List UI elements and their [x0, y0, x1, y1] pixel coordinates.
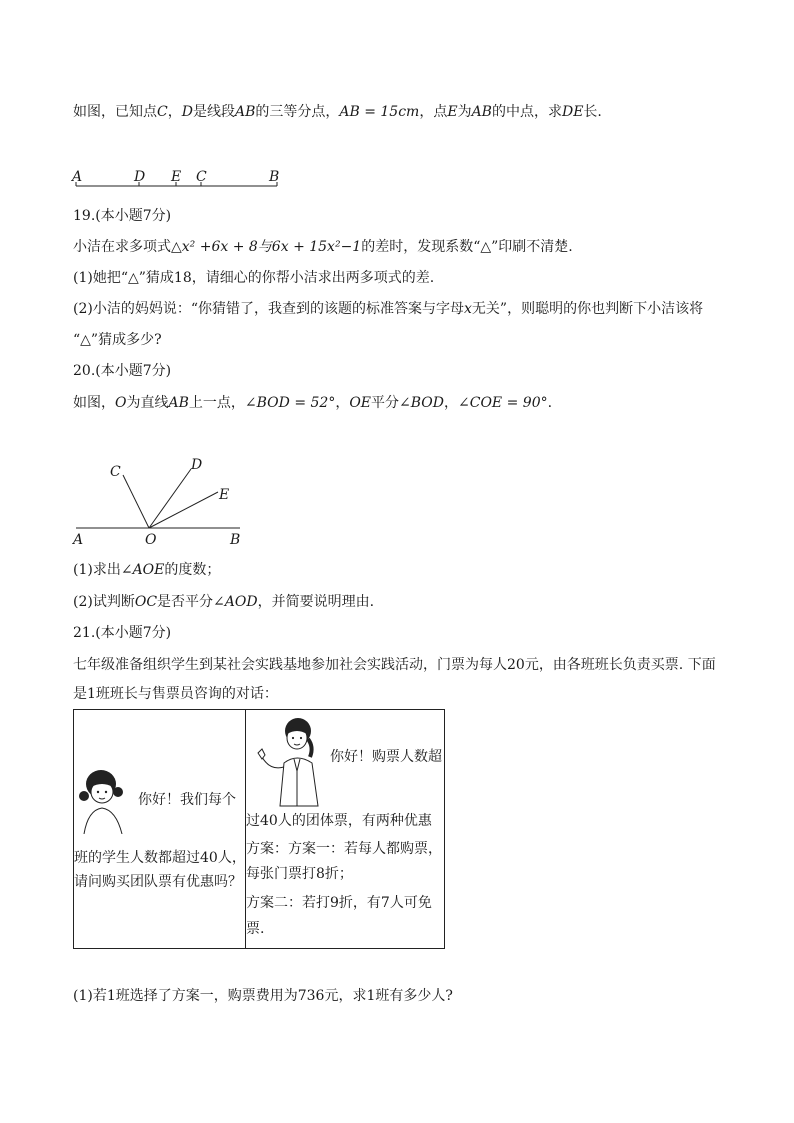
segment-de: DE [561, 104, 584, 120]
seller-jacket [280, 758, 318, 806]
q18-text: 是线段 [192, 104, 235, 120]
q19-part2-cont: “△”猜成多少? [73, 332, 162, 348]
ticket-seller-illustration [250, 713, 330, 808]
q20-part1 [73, 560, 220, 580]
q20-text: 的度数； [164, 562, 221, 578]
point-c: C [157, 104, 168, 120]
point-d: D [181, 104, 193, 120]
girl-eye [105, 791, 107, 793]
label-d: D [191, 457, 203, 473]
ray-oe: OE [349, 395, 372, 411]
point-o: O [115, 395, 127, 411]
q20-text: 平分 [371, 395, 400, 411]
q19-statement [73, 237, 573, 257]
q18-text: 长. [583, 104, 602, 120]
angle-aod: ∠AOD [213, 594, 258, 610]
girl-body [84, 808, 122, 834]
label-c: C [110, 464, 121, 480]
ray-oe-stroke [149, 492, 218, 528]
q18-text: 为 [457, 104, 472, 120]
girl-ponytail-left [79, 791, 89, 801]
q20-text: (1)求出 [73, 562, 121, 578]
q19-text: 无关”，则聪明的你也判断下小洁该将 [471, 301, 704, 317]
seller-speech-6: 票. [246, 921, 265, 937]
q19-part2 [73, 299, 703, 319]
q19-text: 小洁在求多项式△ [73, 239, 182, 255]
line-ab: AB [168, 395, 189, 411]
angle-bod: ∠BOD = 52° [244, 395, 336, 411]
q20-header: 20.(本小题7分) [73, 363, 172, 379]
angle-figure [70, 455, 250, 550]
q20-text: (2)试判断 [73, 594, 135, 610]
q19-text: (2)小洁的妈妈说：“你猜错了，我查到的该题的标准答案与字母 [73, 301, 464, 317]
angle-coe: ∠COE = 90° [458, 395, 548, 411]
q20-text: ， [335, 395, 350, 411]
q19-text: 的差时，发现系数“△”印刷不清楚. [361, 239, 573, 255]
ray-oc-stroke [123, 475, 149, 528]
segment-figure [70, 165, 290, 195]
q18-text: 的中点，求 [491, 104, 562, 120]
q19-polynomial: x² +6x + 8与6x + 15x²−1 [181, 239, 362, 255]
angle-aoe: ∠AOE [120, 562, 165, 578]
label-o: O [145, 532, 157, 548]
q19-header: 19.(本小题7分) [73, 208, 172, 224]
dialogue-box [73, 709, 445, 949]
q20-text: 如图， [73, 395, 115, 411]
q18-text: 如图，已知点 [73, 104, 157, 120]
q20-part2 [73, 592, 374, 612]
student-girl-illustration [76, 762, 134, 834]
segment-ab: AB [471, 104, 492, 120]
student-speech-1: 你好！我们每个 [138, 792, 236, 808]
q21-line2: 是1班班长与售票员咨询的对话： [73, 686, 278, 702]
q20-text: 上一点， [188, 395, 245, 411]
girl-eye [97, 791, 99, 793]
q18-text: 的三等分点， [255, 104, 340, 120]
label-b: B [269, 169, 280, 185]
seller-speech-1: 你好！购票人数超 [330, 749, 442, 765]
seller-speech-3: 方案：方案一：若每人都购票， [246, 841, 442, 857]
label-e: E [171, 169, 182, 185]
label-a: A [73, 532, 84, 548]
q20-text: 为直线 [126, 395, 169, 411]
q20-text: ，并简要说明理由. [257, 594, 375, 610]
label-c: C [196, 169, 207, 185]
q20-text: 是否平分 [157, 594, 214, 610]
girl-ponytail-right [113, 787, 123, 797]
seller-speech-5: 方案二：若打9折，有7人可免 [246, 895, 432, 911]
label-e: E [219, 487, 230, 503]
q18-statement [73, 102, 602, 122]
seller-hand [258, 749, 265, 759]
seller-eye [292, 737, 294, 739]
student-speech-3: 请问购买团队票有优惠吗？ [74, 874, 242, 890]
label-a: A [72, 169, 83, 185]
q21-header: 21.(本小题7分) [73, 625, 172, 641]
ray-od-stroke [149, 469, 191, 528]
q21-part1: (1)若1班选择了方案一，购票费用为736元，求1班有多少人? [73, 988, 453, 1004]
q19-part1: (1)她把“△”猜成18，请细心的你帮小洁求出两多项式的差. [73, 270, 435, 286]
ab-length: AB = 15cm [339, 104, 420, 120]
label-d: D [134, 169, 146, 185]
q18-sep: ， [167, 104, 182, 120]
seller-arm [262, 757, 284, 768]
angle-bod: ∠BOD [399, 395, 445, 411]
q21-line1: 七年级准备组织学生到某社会实践基地参加社会实践活动，门票为每人20元，由各班班长负责买票. 下面 [73, 657, 716, 673]
seller-speech-4: 每张门票打8折； [246, 866, 353, 882]
segment-ab: AB [234, 104, 256, 120]
point-e: E [447, 104, 458, 120]
q18-text: ，点 [419, 104, 448, 120]
q20-text: . [547, 395, 553, 411]
label-b: B [230, 532, 241, 548]
seller-hair-back [308, 739, 312, 757]
student-speech-2: 班的学生人数都超过40人， [74, 850, 246, 866]
ray-oc: OC [134, 594, 158, 610]
variable-x: x [464, 301, 472, 317]
q20-text: ， [444, 395, 459, 411]
q20-statement [73, 393, 552, 413]
seller-eye [300, 737, 302, 739]
seller-speech-2: 过40人的团体票，有两种优惠 [246, 813, 432, 829]
